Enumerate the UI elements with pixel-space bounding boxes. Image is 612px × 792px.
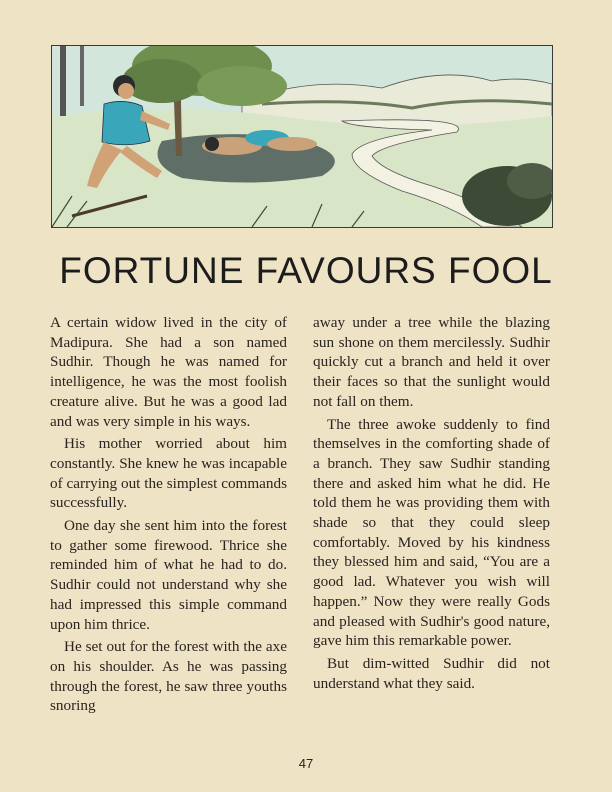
paragraph: His mother worried about him constantly. She knew he was incapable of carrying out the simplest commands successfully.: [50, 435, 287, 512]
paragraph: One day she sent him into the forest to gather some firewood. Thrice she reminded him of what he had to do. Sudhir could not understand why she had impressed this simple command upon him thrice.: [50, 517, 287, 633]
page-number: 47: [298, 756, 314, 771]
paragraph: The three awoke suddenly to find themselves in the comforting shade of a branch. They saw Sudhir standing there and asked him what he did. He told them he was providing them with shade so that they could sleep comfortably. Moved by his kindness they blessed him and said, “You are a good lad. Whatever you wish will happen.” Now they were really Gods and pleased with Sudhir's good nature, gave him this remarkable power.: [313, 415, 550, 650]
story-column-right: [313, 313, 550, 753]
paragraph: But dim-witted Sudhir did not understand what they said.: [313, 654, 550, 692]
story-title: FORTUNE FAVOURS FOOL: [59, 250, 553, 291]
story-column-left: [50, 313, 287, 753]
story-columns: [50, 313, 550, 753]
paragraph: away under a tree while the blazing sun shone on them mercilessly. Sudhir quickly cut a branch and held it over their faces so that the sunlight would not fall on them.: [313, 314, 550, 410]
story-illustration: [51, 45, 553, 228]
illustration-scene: [52, 46, 552, 227]
paragraph: A certain widow lived in the city of Madipura. She had a son named Sudhir. Though he was named for intelligence, he was the most foolish creature alive. But he was a good lad and was very simple in his ways.: [50, 314, 287, 430]
paragraph: He set out for the forest with the axe on his shoulder. As he was passing through the forest, he saw three youths snoring: [50, 638, 287, 715]
